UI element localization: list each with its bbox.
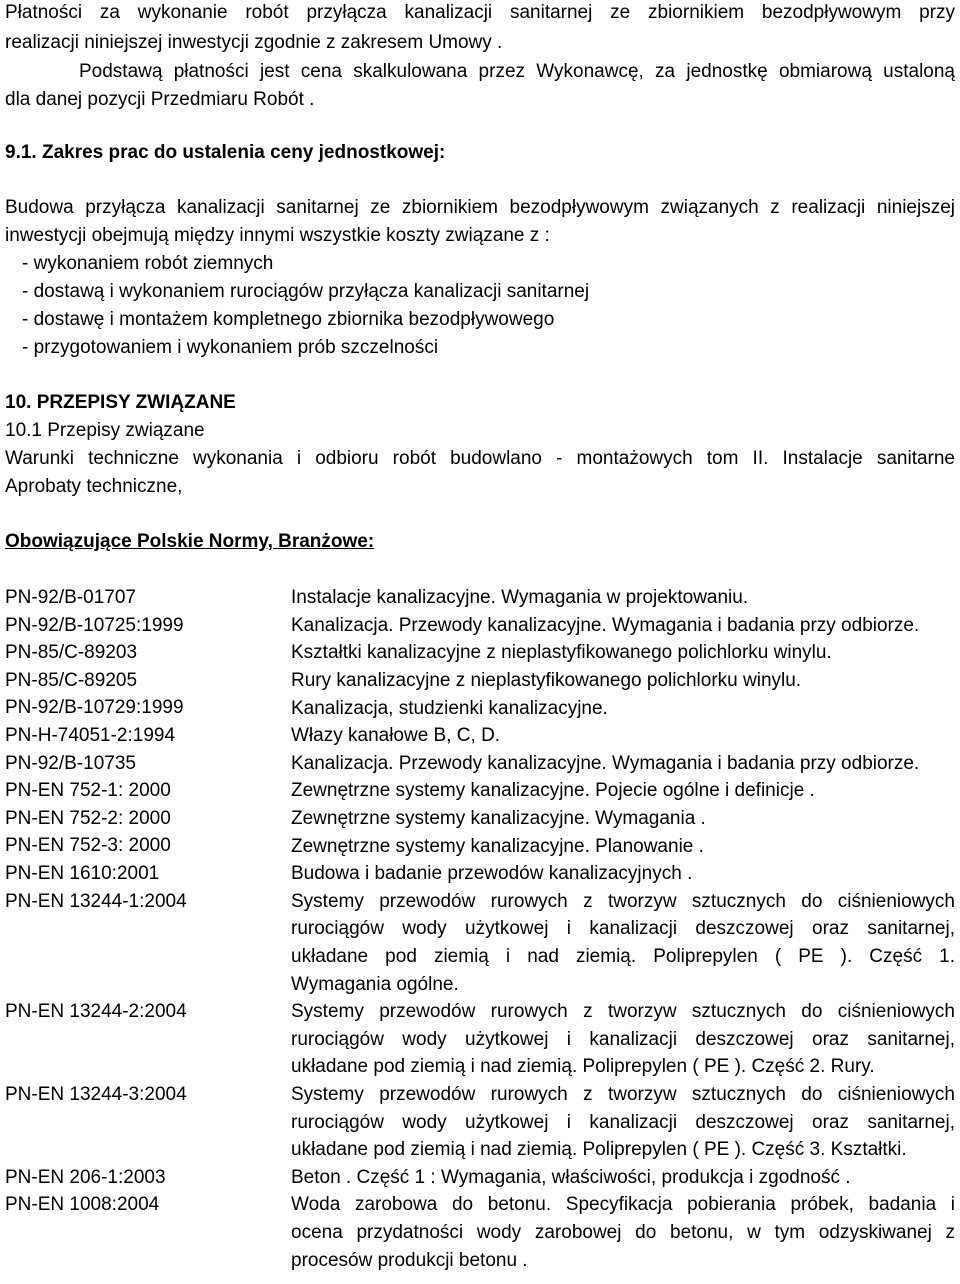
norm-description-line: rurociągów wody użytkowej i kanalizacji deszczowej oraz sanitarnej,: [291, 1111, 955, 1133]
norm-description-line: Kanalizacja. Przewody kanalizacyjne. Wymagania i badania przy odbiorze.: [291, 614, 920, 636]
section-10-line-2: Aprobaty techniczne,: [5, 476, 183, 497]
norm-code: PN-EN 13244-2:2004: [5, 1001, 187, 1022]
norm-description-line: Włazy kanałowe B, C, D.: [291, 725, 501, 747]
norm-description-line: Systemy przewodów rurowych z tworzyw sztucznych do ciśnieniowych: [291, 1084, 955, 1105]
norm-description: [291, 1164, 955, 1192]
norm-code: PN-92/B-10729:1999: [5, 697, 184, 719]
norm-code: PN-92/B-01707: [5, 587, 136, 608]
norm-code: PN-92/B-10725:1999: [5, 614, 184, 636]
section-10-heading: 10. PRZEPISY ZWIĄZANE: [5, 392, 236, 413]
intro-line-4: dla danej pozycji Przedmiaru Robót .: [5, 89, 315, 110]
norm-description-line: Budowa i badanie przewodów kanalizacyjnych .: [291, 863, 693, 885]
norm-code: PN-EN 1610:2001: [5, 863, 160, 884]
norm-description: [291, 750, 955, 778]
norm-description-line: Instalacje kanalizacyjne. Wymagania w projektowaniu.: [291, 587, 749, 609]
norm-description: [291, 888, 955, 998]
section-10-line-1: Warunki techniczne wykonania i odbioru robót budowlano - montażowych tom II. Instalacje sanitarne: [5, 448, 955, 469]
list-item: - przygotowaniem i wykonaniem prób szczelności: [22, 337, 439, 358]
norm-description-line: Zewnętrzne systemy kanalizacyjne. Wymagania .: [291, 808, 706, 829]
norm-code: PN-EN 1008:2004: [5, 1194, 160, 1216]
norm-description: [291, 833, 955, 861]
norm-description-line: procesów produkcji betonu .: [291, 1249, 528, 1271]
norm-description: [291, 805, 955, 833]
section-9-1-heading: 9.1. Zakres prac do ustalenia ceny jednostkowej:: [5, 142, 446, 163]
norm-code: PN-92/B-10735: [5, 752, 136, 774]
norm-description-line: Zewnętrzne systemy kanalizacyjne. Planowanie .: [291, 835, 704, 857]
list-item: - dostawą i wykonaniem rurociągów przyłącza kanalizacji sanitarnej: [22, 281, 590, 302]
list-item: - wykonaniem robót ziemnych: [22, 253, 274, 274]
norm-code: PN-EN 752-1: 2000: [5, 780, 171, 802]
norm-code: PN-H-74051-2:1994: [5, 725, 176, 746]
section-9-1-para-line-2: inwestycji obejmują między innymi wszystkie koszty związane z :: [5, 225, 550, 246]
norm-description-line: Kanalizacja, studzienki kanalizacyjne.: [291, 697, 608, 719]
section-9-1-para-line-1: Budowa przyłącza kanalizacji sanitarnej ze zbiornikiem bezodpływowym związanych z realizacji niniejszej: [5, 197, 955, 218]
norm-description-line: Kształtki kanalizacyjne z nieplastyfikowanego polichlorku winylu.: [291, 642, 832, 664]
norm-code: PN-EN 13244-1:2004: [5, 890, 187, 912]
section-10-1-subheading: 10.1 Przepisy związane: [5, 420, 205, 441]
norm-code: PN-EN 752-2: 2000: [5, 807, 171, 829]
norm-description: [291, 1081, 955, 1164]
norm-description: [291, 667, 955, 695]
list-item: - dostawę i montażem kompletnego zbiornika bezodpływowego: [22, 309, 555, 330]
norm-description-line: rurociągów wody użytkowej i kanalizacji deszczowej oraz sanitarnej,: [291, 1028, 955, 1050]
norm-description: [291, 998, 955, 1081]
norm-description-line: Systemy przewodów rurowych z tworzyw sztucznych do ciśnieniowych: [291, 1001, 955, 1023]
norm-description: [291, 860, 955, 888]
intro-line-1: Płatności za wykonanie robót przyłącza kanalizacji sanitarnej ze zbiornikiem bezodpływowym przy: [5, 2, 955, 23]
norm-description: [291, 777, 955, 805]
norm-code: PN-EN 13244-3:2004: [5, 1083, 187, 1105]
norm-description-line: rurociągów wody użytkowej i kanalizacji deszczowej oraz sanitarnej,: [291, 918, 955, 940]
norm-description-line: układane pod ziemią i nad ziemią. Poliprepylen ( PE ). Część 3. Kształtki.: [291, 1139, 907, 1161]
norm-description: [291, 1191, 955, 1274]
norm-description-line: układane pod ziemią i nad ziemią. Poliprepylen ( PE ). Część 2. Rury.: [291, 1056, 875, 1078]
norm-description: [291, 722, 955, 750]
norm-code: PN-85/C-89203: [5, 642, 138, 664]
norm-description-line: Kanalizacja. Przewody kanalizacyjne. Wymagania i badania przy odbiorze.: [291, 752, 920, 774]
norm-description-line: Systemy przewodów rurowych z tworzyw sztucznych do ciśnieniowych: [291, 890, 955, 912]
norm-description: [291, 639, 955, 667]
norms-heading: Obowiązujące Polskie Normy, Branżowe:: [5, 531, 375, 552]
intro-line-2: realizacji niniejszej inwestycji zgodnie z zakresem Umowy .: [5, 32, 503, 53]
norm-description: [291, 612, 955, 640]
norm-code: PN-EN 752-3: 2000: [5, 835, 171, 857]
norm-description-line: układane pod ziemią i nad ziemią. Poliprepylen ( PE ). Część 1.: [291, 945, 955, 967]
norm-description-line: Woda zarobowa do betonu. Specyfikacja pobierania próbek, badania i: [291, 1194, 955, 1216]
norm-description-line: Rury kanalizacyjne z nieplastyfikowanego polichlorku winylu.: [291, 670, 802, 691]
norm-code: PN-EN 206-1:2003: [5, 1166, 166, 1188]
norm-description-line: ocena przydatności wody zarobowej do betonu, w tym odzyskiwanej z: [291, 1221, 955, 1243]
norm-description: [291, 695, 955, 723]
norm-description-line: Wymagania ogólne.: [291, 973, 459, 995]
norm-description: [291, 584, 955, 612]
norm-code: PN-85/C-89205: [5, 669, 138, 691]
intro-line-3: Podstawą płatności jest cena skalkulowana przez Wykonawcę, za jednostkę obmiarową ustaloną: [79, 61, 955, 82]
norm-description-line: Zewnętrzne systemy kanalizacyjne. Pojecie ogólne i definicje .: [291, 780, 815, 802]
norm-description-line: Beton . Część 1 : Wymagania, właściwości, produkcja i zgodność .: [291, 1166, 851, 1188]
